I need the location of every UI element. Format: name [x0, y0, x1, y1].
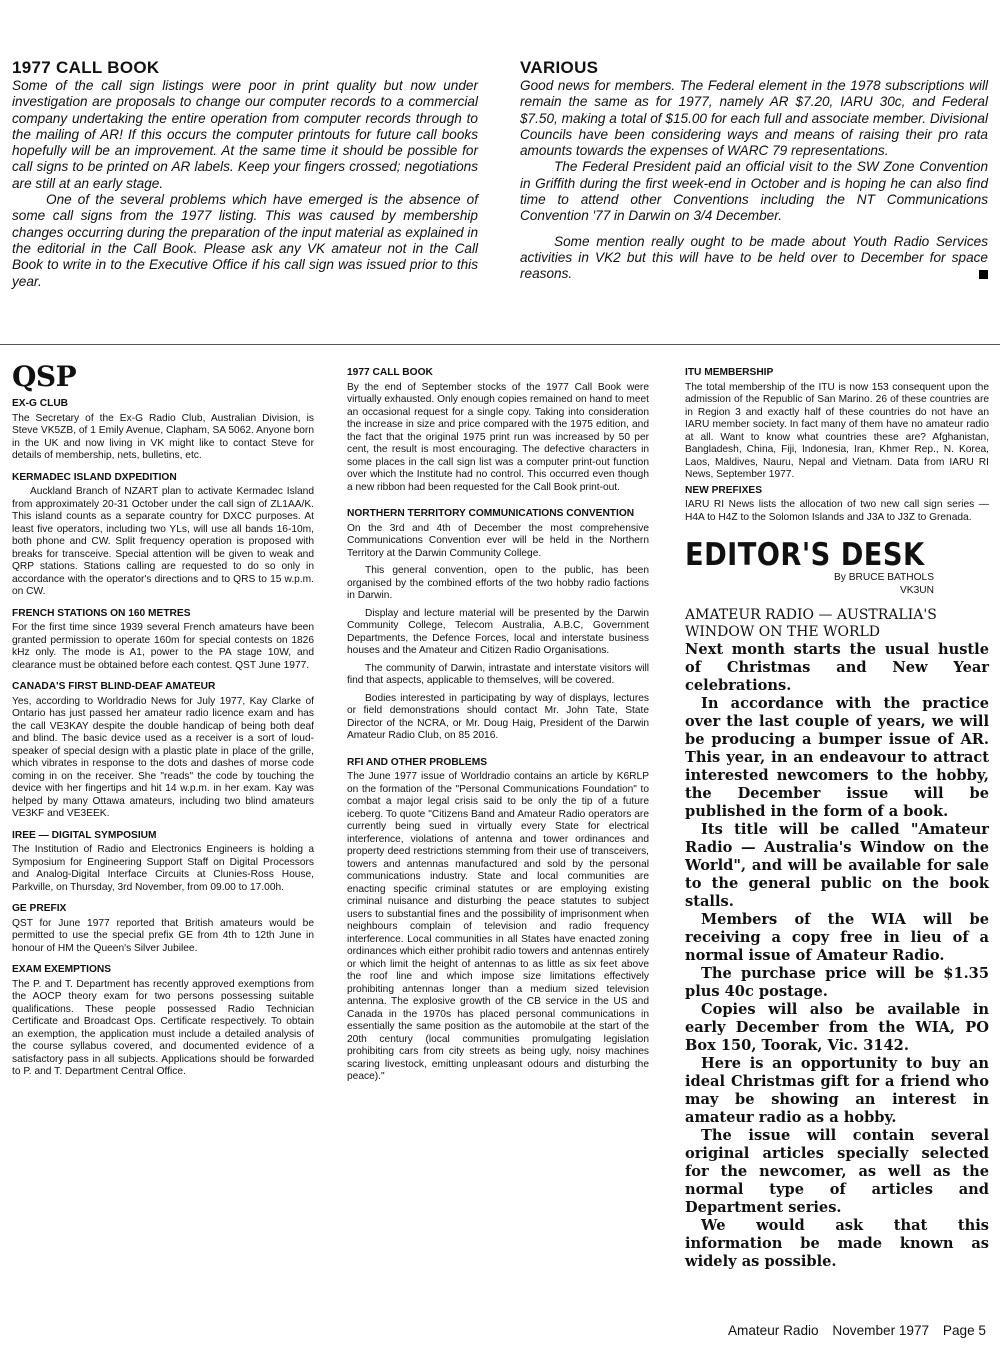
nt-convention-paragraph: The community of Darwin, intrastate and interstate visitors will find that aspects, applicable to themselves, will be covered.: [347, 662, 649, 686]
qsp-logo: QSP: [12, 360, 77, 393]
qsp-column: [12, 362, 314, 1079]
itu-membership-heading: ITU MEMBERSHIP: [685, 367, 774, 378]
editorial-paragraph: The purchase price will be $1.35 plus 40c postage.: [685, 965, 989, 1000]
editorial-paragraph: Copies will also be available in early December from the WIA, PO Box 150, Toorak, Vic. 3142.: [685, 1001, 989, 1054]
nt-convention-paragraph: On the 3rd and 4th of December the most comprehensive Communications Convention ever will be held in the Northern Territory at the Darwin Community College.: [347, 522, 649, 559]
editor-byline: [685, 572, 934, 597]
french-stations-heading: FRENCH STATIONS ON 160 METRES: [12, 607, 191, 619]
various-paragraph-3-wrap: [520, 234, 988, 283]
editor-byline-callsign: VK3UN: [900, 584, 934, 596]
callbook-top-body: [12, 78, 478, 290]
callbook-top-paragraph-1: Some of the call sign listings were poor in print quality but now under investigation are proposals to change our computer records to a commercial company undertaking the entire operation from computer records through to the mailing of AR! If this occurs the computer printouts for future call books hopefully will be an improvement. At the same time it should be possible for call signs to be printed on AR labels. Keep your fingers crossed; negotiations are still at an early stage.: [12, 78, 478, 191]
various-paragraph-2: The Federal President paid an official visit to the SW Zone Convention in Griffith during the first week-end in October and is hoping he can also find time to attend other Conventions including the NT Communications Convention '77 in Darwin on 3/4 December.: [520, 159, 988, 224]
rfi-body: The June 1977 issue of Worldradio contains an article by K6RLP on the formation of the "Personal Communications Foundation" to combat a major legal crisis said to be only the tip of a future iceberg. To quote "Citizens Band and Amateur Radio operators are currently being sued in virtually every State for electrical interference, violations of antenna and tower ordinances and property deed restrictions stemming from their use of transceivers, towers and antennas manufactured and sold by the personal communications industry. State and local communities are enacting specific criminal statutes or are employing existing criminal nuisance and disturbing the peace statutes to subject users to substantial fines and the possibility of imprisonment when neighbours complain of television and radio frequency interference. Local communities in all States have enacted zoning ordinances which either prohibit radio towers and antennas entirely or which limit the height of antennas to as little as six feet above the roof line and which impose size limitations effectively prohibiting antennas longer than a medium sized television antenna. The explosive growth of the CB service in the US and Canada in the 1970s has placed personal communications in essentially the same position as the automobile at the start of the 20th century (local communities promulgating legislation prohibiting cars from city streets as being ugly, noisy machines scaring livestock, emitting unpleasant odours and disturbing the peace).": [347, 771, 649, 1082]
end-of-article-mark: [979, 270, 988, 279]
various-paragraph-1: Good news for members. The Federal element in the 1978 subscriptions will remain the same as for 1977, namely AR $7.20, IARU 30c, and Federal $7.50, making a total of $15.00 for each full and associate member. Divisional Councils have been considering ways and means of raising their pro rata amounts towards the expenses of WARC 79 representations.: [520, 78, 988, 159]
right-column: [685, 367, 989, 1271]
footer-page-number: Page 5: [942, 1323, 986, 1338]
exam-exemptions-heading: EXAM EXEMPTIONS: [12, 964, 112, 975]
nt-convention-paragraph: Display and lecture material will be presented by the Darwin Community College, Telecom Australia, A.B.C, Government Departments, the Defence Forces, local and interstate business houses and the Amateur and Citizen Radio Organisations.: [347, 607, 649, 656]
ge-prefix-body: QST for June 1977 reported that British amateurs would be permitted to use the special prefix GE from 4th to 12th June in honour of HM the Queen's Silver Jubilee.: [12, 917, 314, 954]
footer-date: November 1977: [832, 1323, 930, 1338]
editorial-paragraph: We would ask that this information be made known as widely as possible.: [685, 1217, 989, 1270]
nt-convention-heading: NORTHERN TERRITORY COMMUNICATIONS CONVENTION: [347, 508, 635, 519]
callbook-top-title: 1977 CALL BOOK: [12, 58, 160, 77]
exg-club-body: The Secretary of the Ex-G Radio Club, Australian Division, is Steve VK5ZB, of 1 Emily Avenue, Clapham, SA 5062. Anyone born in the UK and now living in VK might like to contact Steve for details of membership, nets, bulletins, etc.: [12, 412, 314, 461]
editorial-paragraph: Here is an opportunity to buy an ideal Christmas gift for a friend who may be showing an interest in amateur radio as a hobby.: [685, 1055, 989, 1126]
nt-convention-paragraph: Bodies interested in participating by way of displays, lectures or field demonstrations should contact Mr. John Tate, State Director of the NCRA, or Mr. Doug Haig, President of the Darwin Amateur Radio Club, on 85 2016.: [347, 692, 649, 741]
iree-body: The Institution of Radio and Electronics Engineers is holding a Symposium for Engineering Support Staff on Digital Processors and Analog-Digital Interface Circuits at Clunies-Ross House, Parkville, on Thursday, 3rd November, from 09.00 to 17.00h.: [12, 844, 314, 893]
editor-byline-name: By BRUCE BATHOLS: [833, 572, 934, 583]
various-body: [520, 78, 988, 283]
editorial-paragraph: The issue will contain several original articles specially selected for the newcomer, as well as the normal type of articles and Department series.: [685, 1127, 989, 1216]
various-paragraph-3: Some mention really ought to be made about Youth Radio Services activities in VK2 but this will have to be held over to December for space reasons.: [520, 233, 988, 282]
footer-publication: Amateur Radio: [727, 1323, 819, 1338]
iree-heading: IREE — DIGITAL SYMPOSIUM: [12, 829, 157, 841]
new-prefixes-body: IARU RI News lists the allocation of two new call sign series — H4A to H4Z to the Solomon Islands and J3A to J3Z to Grenada.: [685, 499, 989, 523]
kermadec-heading: KERMADEC ISLAND DXPEDITION: [12, 471, 177, 483]
nt-convention-paragraph: This general convention, open to the public, has been organised by the combined efforts of the two hobby radio factions in Darwin.: [347, 565, 649, 601]
exam-exemptions-body: The P. and T. Department has recently approved exemptions from the AOCP theory exam for two persons possessing suitable qualifications. These people possessed Radio Technician Certificate and Broadcast Ops. Certificate respectively. To obtain an exemption, the application must include a detailed analysis of the course syllabus covered, and documented evidence of a satisfactory pass in all subjects. Applications should be forwarded to P. and T. Department Central Office.: [12, 978, 314, 1077]
rfi-heading: RFI AND OTHER PROBLEMS: [347, 756, 487, 768]
editorial-heading: AMATEUR RADIO — AUSTRALIA'S WINDOW ON THE WORLD: [685, 607, 937, 640]
callbook-top-paragraph-2: One of the several problems which have emerged is the absence of some call signs from the 1977 listing. This was caused by membership changes occurring during the preparation of the input material as explained in the editorial in the Call Book. Please ask any VK amateur not in the Call Book to write in to the Executive Office if his call sign was issued prior to this year.: [12, 192, 478, 289]
editorial-body: [685, 641, 989, 1271]
french-stations-body: For the first time since 1939 several French amateurs have been granted permission to operate 160m for special contests on 1826 kHz only. The mode is A1, power to the PA stage 10W, and clearance must be obtained before each contest. QST June 1977.: [12, 622, 314, 671]
kermadec-body: Auckland Branch of NZART plan to activate Kermadec Island from approximately 20-31 October under the call sign of ZL1AA/K. This island counts as a separate country for DXCC purposes. At least five operators, including two YLs, will use all bands 16-10m, both phone and CW. Split frequency operation is proposed with breaks for transceive. Special attention will be given to weak and QRP stations. Stations calling are requested to do so only in accordance with the operator's directions and to QRS to 15 w.p.m. on CW.: [12, 486, 314, 597]
callbook-body: By the end of September stocks of the 1977 Call Book were virtually exhausted. Only enough copies remained on hand to meet an occasional request for a single copy. Taking into consideration the increase in size and price compared with the 1975 edition, and the fact that the original 1975 print run was increased by 50 per cent, the result is most encouraging. The defective characters in some places in the call sign list was a computer print-out function over which the Institute had no control. This occurred even though a new ribbon had been requested for the Call Book print-out.: [347, 381, 649, 493]
various-title: VARIOUS: [520, 58, 599, 77]
editorial-paragraph: Next month starts the usual hustle of Christmas and New Year celebrations.: [685, 641, 989, 694]
various-section: [520, 58, 988, 283]
itu-membership-body: The total membership of the ITU is now 153 consequent upon the admission of the Republic of San Marino. 26 of these countries are in Region 3 and exactly half of these countries do not have an IARU member society. In fact many of them have no amateur radio at all. Want to know what countries these are? Afghanistan, Bangladesh, China, Fiji, Indonesia, Iran, Khmer Rep., N. Korea, Laos, Maldives, Nauru, Nepal and Vietnam. Data from IARU RI News, September 1977.: [685, 381, 989, 480]
editorial-paragraph: Its title will be called "Amateur Radio — Australia's Window on the World", and will be available for sale to the general public on the book stalls.: [685, 821, 989, 910]
editors-desk-title: EDITOR'S DESK: [685, 537, 925, 573]
blind-deaf-body: Yes, according to Worldradio News for July 1977, Kay Clarke of Ontario has just passed her amateur radio licence exam and has the call VE3KAY despite the double handicap of being both deaf and blind. The basic device used as a receiver is a sort of loud-speaker of special design with a plastic plate in place of the grille, which vibrates in response to the dots and dashes of morse code coming in on the receiver. She "reads" the code by touching the device with her fingertips and hit 14 w.p.m. in her exam. Kay was helped by many Ottawa amateurs, including two blind amateurs VE3KF and VE3EEK.: [12, 695, 314, 819]
new-prefixes-heading: NEW PREFIXES: [685, 484, 762, 496]
blind-deaf-heading: CANADA'S FIRST BLIND-DEAF AMATEUR: [12, 681, 216, 692]
page-footer: [718, 1323, 986, 1338]
callbook-top-section: [12, 58, 478, 290]
editorial-paragraph: In accordance with the practice over the last couple of years, we will be producing a bumper issue of AR. This year, in an endeavour to attract interested newcomers to the hobby, the December issue will be published in the form of a book.: [685, 695, 989, 820]
ge-prefix-heading: GE PREFIX: [12, 903, 67, 914]
section-divider: [0, 344, 1000, 345]
callbook-heading: 1977 CALL BOOK: [347, 367, 433, 378]
exg-club-heading: EX-G CLUB: [12, 398, 69, 409]
editorial-paragraph: Members of the WIA will be receiving a copy free in lieu of a normal issue of Amateur Radio.: [685, 911, 989, 964]
middle-column: [347, 367, 649, 1084]
